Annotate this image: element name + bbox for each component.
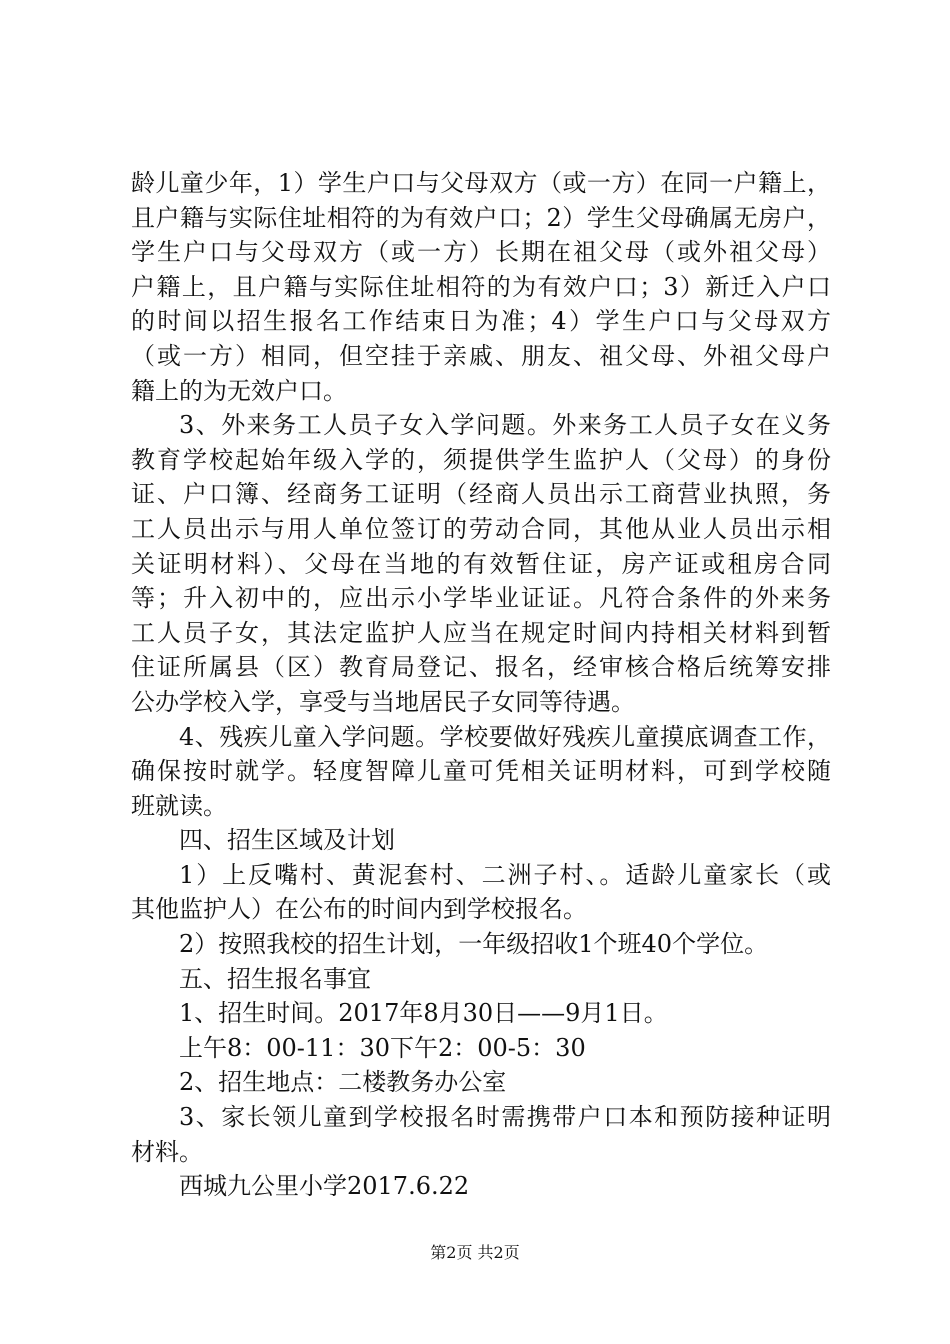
text-line: 2）按照我校的招生计划，一年级招收1个班40个学位。 — [179, 930, 769, 959]
paragraph-required-documents — [131, 1100, 831, 1169]
paragraph-enrollment-plan — [131, 927, 831, 962]
text-line: 五、招生报名事宜 — [179, 964, 371, 993]
text-line: 户籍上，且户籍与实际住址相符的为有效户口；3）新迁入户口 — [131, 272, 831, 301]
text-line: 材料。 — [131, 1137, 203, 1166]
text-line: （或一方）相同，但空挂于亲戚、朋友、祖父母、外祖父母户 — [131, 341, 831, 370]
page-number-label: 第2页 共2页 — [430, 1243, 520, 1262]
paragraph-registration-hours — [131, 1031, 831, 1066]
signature-line — [131, 1169, 831, 1204]
paragraph-household-registration — [131, 166, 831, 408]
text-line: 1、招生时间。2017年8月30日——9月1日。 — [179, 999, 668, 1028]
paragraph-enrollment-villages — [131, 858, 831, 927]
paragraph-registration-location — [131, 1065, 831, 1100]
text-line: 3、外来务工人员子女入学问题。外来务工人员子女在义务 — [179, 411, 831, 440]
text-line: 学生户口与父母双方（或一方）长期在祖父母（或外祖父母） — [131, 238, 831, 267]
text-line: 班就读。 — [131, 791, 227, 820]
text-line: 四、招生区域及计划 — [179, 826, 395, 855]
text-line: 工人员出示与用人单位签订的劳动合同，其他从业人员出示相 — [131, 514, 831, 543]
text-line: 的时间以招生报名工作结束日为准；4）学生户口与父母双方 — [131, 307, 831, 336]
text-line: 工人员子女，其法定监护人应当在规定时间内持相关材料到暂 — [131, 618, 831, 647]
document-body — [131, 166, 831, 1204]
paragraph-disabled-children — [131, 720, 831, 824]
text-line: 籍上的为无效户口。 — [131, 376, 347, 405]
text-line: 教育学校起始年级入学的，须提供学生监护人（父母）的身份 — [131, 445, 831, 474]
text-line: 证、户口簿、经商务工证明（经商人员出示工商营业执照，务 — [131, 480, 831, 509]
text-line: 住证所属县（区）教育局登记、报名，经审核合格后统筹安排 — [131, 653, 831, 682]
text-line: 西城九公里小学2017.6.22 — [179, 1172, 470, 1201]
section-heading-registration-matters — [131, 962, 831, 997]
text-line: 4、残疾儿童入学问题。学校要做好残疾儿童摸底调查工作， — [179, 722, 831, 751]
page-footer — [0, 1243, 950, 1263]
text-line: 龄儿童少年，1）学生户口与父母双方（或一方）在同一户籍上， — [131, 169, 831, 197]
text-line: 2、招生地点：二楼教务办公室 — [179, 1068, 507, 1097]
text-line: 关证明材料）、父母在当地的有效暂住证，房产证或租房合同 — [131, 549, 831, 578]
text-line: 且户籍与实际住址相符的为有效户口；2）学生父母确属无房户， — [131, 203, 831, 232]
text-line: 公办学校入学，享受与当地居民子女同等待遇。 — [131, 687, 635, 716]
text-line: 确保按时就学。轻度智障儿童可凭相关证明材料，可到学校随 — [131, 757, 831, 786]
text-line: 3、家长领儿童到学校报名时需携带户口本和预防接种证明 — [179, 1103, 831, 1132]
text-line: 等；升入初中的，应出示小学毕业证证。凡符合条件的外来务 — [131, 584, 831, 613]
paragraph-registration-time — [131, 996, 831, 1031]
text-line: 1）上反嘴村、黄泥套村、二洲子村、。适龄儿童家长（或 — [179, 860, 831, 889]
text-line: 其他监护人）在公布的时间内到学校报名。 — [131, 895, 587, 924]
section-heading-enrollment-area — [131, 823, 831, 858]
paragraph-migrant-children — [131, 408, 831, 719]
text-line: 上午8：00-11：30下午2：00-5：30 — [179, 1033, 586, 1062]
